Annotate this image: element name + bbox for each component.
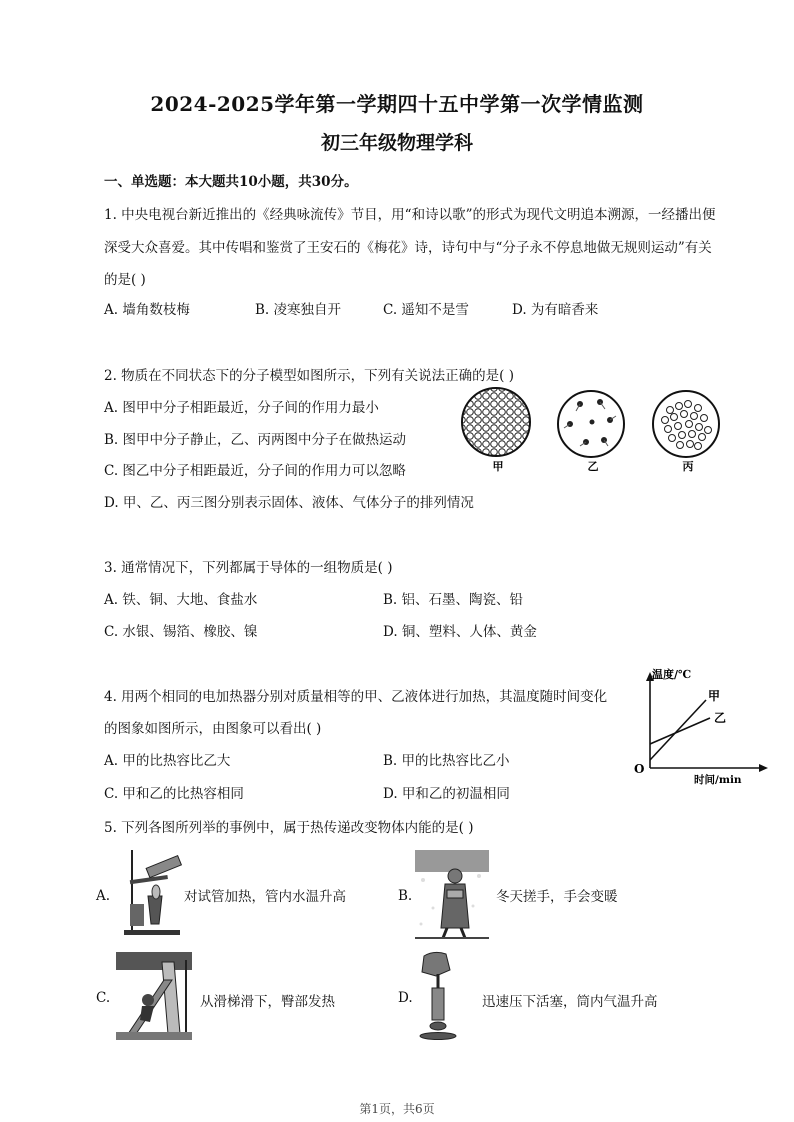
q1-option-a: A. 墙角数枝梅 [104, 302, 190, 318]
page-footer: 第1页，共6页 [359, 1102, 435, 1116]
q3-option-d: D. 铜、塑料、人体、黄金 [383, 624, 537, 640]
q4-option-d: D. 甲和乙的初温相同 [383, 786, 510, 802]
q5-item-a-text: 对试管加热，管内水温升高 [184, 889, 346, 905]
q2-option-c: C. 图乙中分子相距最近，分子间的作用力可以忽略 [104, 463, 406, 479]
q2-option-a: A. 图甲中分子相距最近，分子间的作用力最小 [104, 400, 379, 416]
q4-option-a: A. 甲的比热容比乙大 [104, 753, 231, 769]
rubbing-hands-image [413, 848, 491, 940]
x-axis-label: 时间/min [694, 774, 742, 786]
temperature-time-graph [630, 660, 780, 810]
caption-yi: 乙 [587, 460, 599, 473]
liquid-model-circle [653, 391, 719, 457]
q5-item-d-text: 迅速压下活塞，筒内气温升高 [482, 994, 658, 1010]
q1-option-c: C. 遥知不是雪 [383, 302, 469, 318]
piston-cylinder-image [416, 950, 464, 1042]
origin-label: O [634, 762, 645, 776]
q5-item-d-letter: D. [398, 990, 413, 1006]
q3-option-b: B. 铝、石墨、陶瓷、铅 [383, 592, 524, 608]
q5-stem: 5. 下列各图所列举的事例中，属于热传递改变物体内能的是( ) [104, 820, 474, 836]
slide-image [114, 950, 194, 1042]
test-tube-heating-image [118, 846, 186, 938]
solid-model-circle [462, 388, 530, 456]
exam-subtitle: 初三年级物理学科 [320, 132, 473, 154]
q3-option-a: A. 铁、铜、大地、食盐水 [104, 592, 258, 608]
caption-bing: 丙 [682, 460, 694, 473]
q4-option-c: C. 甲和乙的比热容相同 [104, 786, 244, 802]
q5-item-b-text: 冬天搓手，手会变暖 [496, 889, 618, 905]
caption-jia: 甲 [492, 460, 504, 473]
q1-option-d: D. 为有暗香来 [512, 302, 599, 318]
line-yi-label: 乙 [714, 711, 727, 725]
q3-option-c: C. 水银、锡箔、橡胶、镍 [104, 624, 258, 640]
q1-stem-line2: 深受大众喜爱。其中传唱和鉴赏了王安石的《梅花》诗，诗句中与“分子永不停息地做无规则运动”有关 [104, 240, 712, 256]
gas-model-circle [558, 391, 624, 457]
q2-stem: 2. 物质在不同状态下的分子模型如图所示，下列有关说法正确的是( ) [104, 368, 514, 384]
q5-item-c-letter: C. [96, 990, 111, 1006]
q4-option-b: B. 甲的比热容比乙小 [383, 753, 510, 769]
q2-option-d: D. 甲、乙、丙三图分别表示固体、液体、气体分子的排列情况 [104, 495, 474, 511]
section-heading: 一、单选题：本大题共10小题，共30分。 [104, 174, 358, 190]
q4-stem-line1: 4. 用两个相同的电加热器分别对质量相等的甲、乙液体进行加热，其温度随时间变化 [104, 689, 608, 705]
q2-option-b: B. 图甲中分子静止，乙、丙两图中分子在做热运动 [104, 432, 407, 448]
q5-item-b-letter: B. [398, 888, 413, 904]
q4-stem-line2: 的图象如图所示，由图象可以看出( ) [104, 721, 322, 737]
line-jia-label: 甲 [708, 689, 721, 703]
line-yi [650, 718, 710, 744]
q1-stem-line3: 的是( ) [104, 272, 146, 288]
exam-title: 2024-2025学年第一学期四十五中学第一次学情监测 [150, 92, 644, 116]
q1-option-b: B. 凌寒独自开 [255, 302, 342, 318]
y-axis-label: 温度/℃ [652, 668, 692, 681]
q3-stem: 3. 通常情况下，下列都属于导体的一组物质是( ) [104, 560, 393, 576]
line-jia [650, 700, 706, 760]
q1-stem-line1: 1. 中央电视台新近推出的《经典咏流传》节目，用“和诗以歌”的形式为现代文明追本溯源，一经播出便 [104, 207, 716, 223]
molecule-models-figure [458, 384, 728, 480]
q5-item-a-letter: A. [96, 888, 111, 904]
q5-item-c-text: 从滑梯滑下，臀部发热 [200, 994, 335, 1010]
